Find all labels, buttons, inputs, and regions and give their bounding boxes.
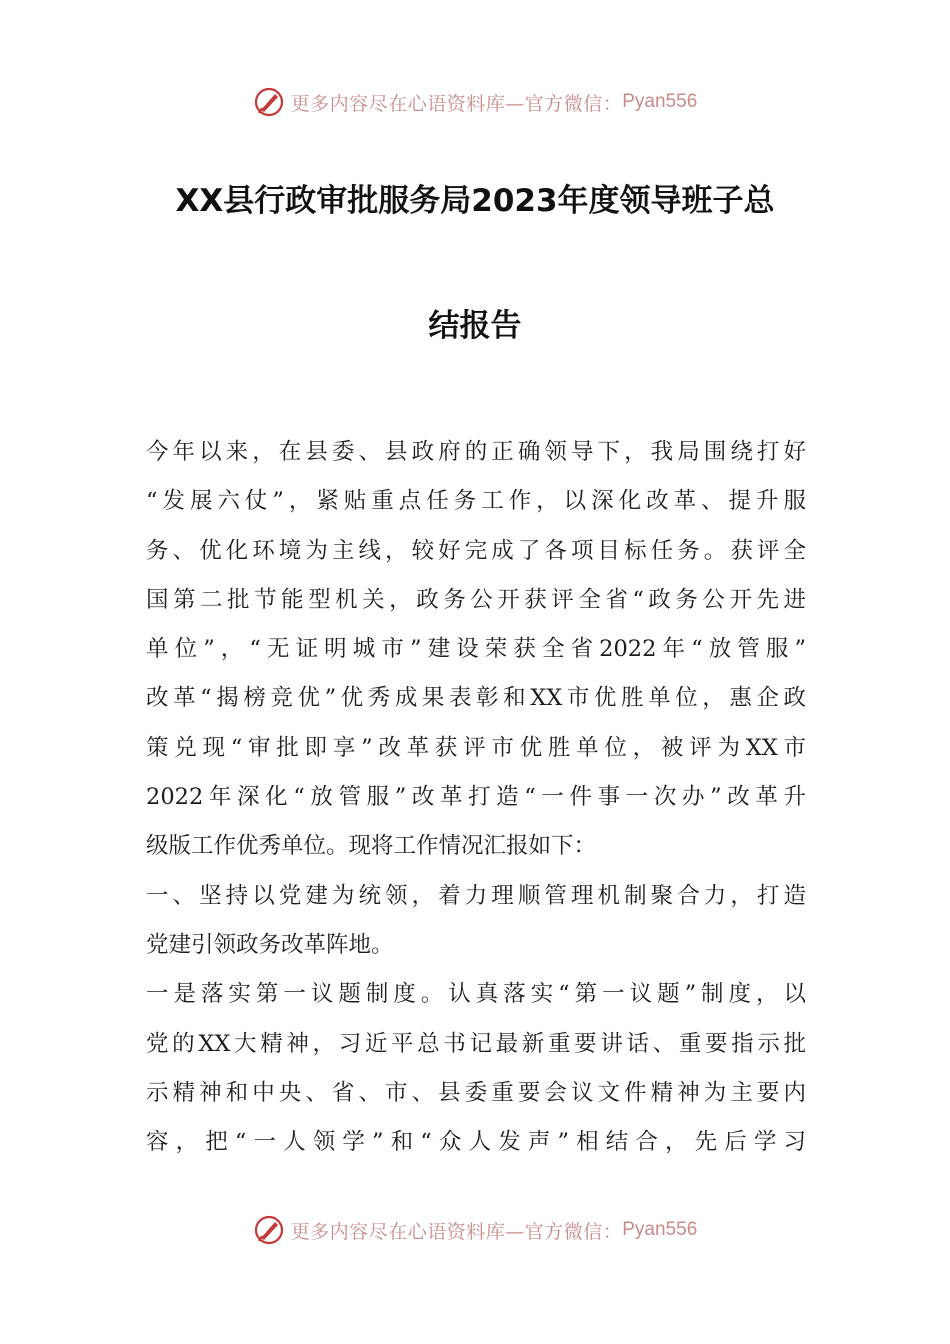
- body-line: 单位”，“无证明城市”建设荣获全省2022年“放管服”: [146, 636, 806, 663]
- banner-wechat-id: Pyan556: [622, 1219, 698, 1240]
- body-line: 改革“揭榜竞优”优秀成果表彰和XX市优胜单位，惠企政: [146, 685, 806, 712]
- body-line: 一是落实第一议题制度。认真落实“第一议题”制度，以: [146, 981, 806, 1008]
- footer-watermark-banner: [0, 1210, 950, 1250]
- section-heading-line: 一、坚持以党建为统领，着力理顺管理机制聚合力，打造: [146, 882, 806, 909]
- quill-logo-icon: [253, 86, 285, 118]
- header-watermark-banner: [0, 82, 950, 122]
- body-line: 容，把“一人领学”和“众人发声”相结合，先后学习: [146, 1129, 806, 1156]
- body-line: 级版工作优秀单位。现将工作情况汇报如下：: [146, 833, 597, 860]
- document-body: [146, 428, 806, 1167]
- body-line: 今年以来，在县委、县政府的正确领导下，我局围绕打好: [146, 439, 806, 465]
- body-line: 国第二批节能型机关，政务公开获评全省“政务公开先进: [146, 586, 806, 613]
- section-heading-line: 党建引领政务改革阵地。: [146, 931, 394, 958]
- body-line: 策兑现“审批即享”改革获评市优胜单位，被评为XX市: [146, 734, 806, 761]
- document-title-line-1: XX县行政审批服务局2023年度领导班子总: [175, 183, 775, 219]
- document-title-line-2: 结报告: [428, 308, 522, 344]
- banner-text: 更多内容尽在心语资料库—官方微信：: [290, 92, 623, 115]
- body-line: “发展六仗”，紧贴重点任务工作，以深化改革、提升服: [146, 488, 806, 515]
- banner-wechat-id: Pyan556: [622, 91, 698, 112]
- body-line: 2022年深化“放管服”改革打造“一件事一次办”改革升: [146, 784, 806, 811]
- body-line: 示精神和中央、省、市、县委重要会议文件精神为主要内: [146, 1079, 806, 1106]
- body-line: 务、优化环境为主线，较好完成了各项目标任务。获评全: [146, 537, 806, 564]
- banner-text: 更多内容尽在心语资料库—官方微信：: [290, 1220, 623, 1243]
- body-line: 党的XX大精神，习近平总书记最新重要讲话、重要指示批: [146, 1030, 806, 1057]
- quill-logo-icon: [253, 1214, 285, 1246]
